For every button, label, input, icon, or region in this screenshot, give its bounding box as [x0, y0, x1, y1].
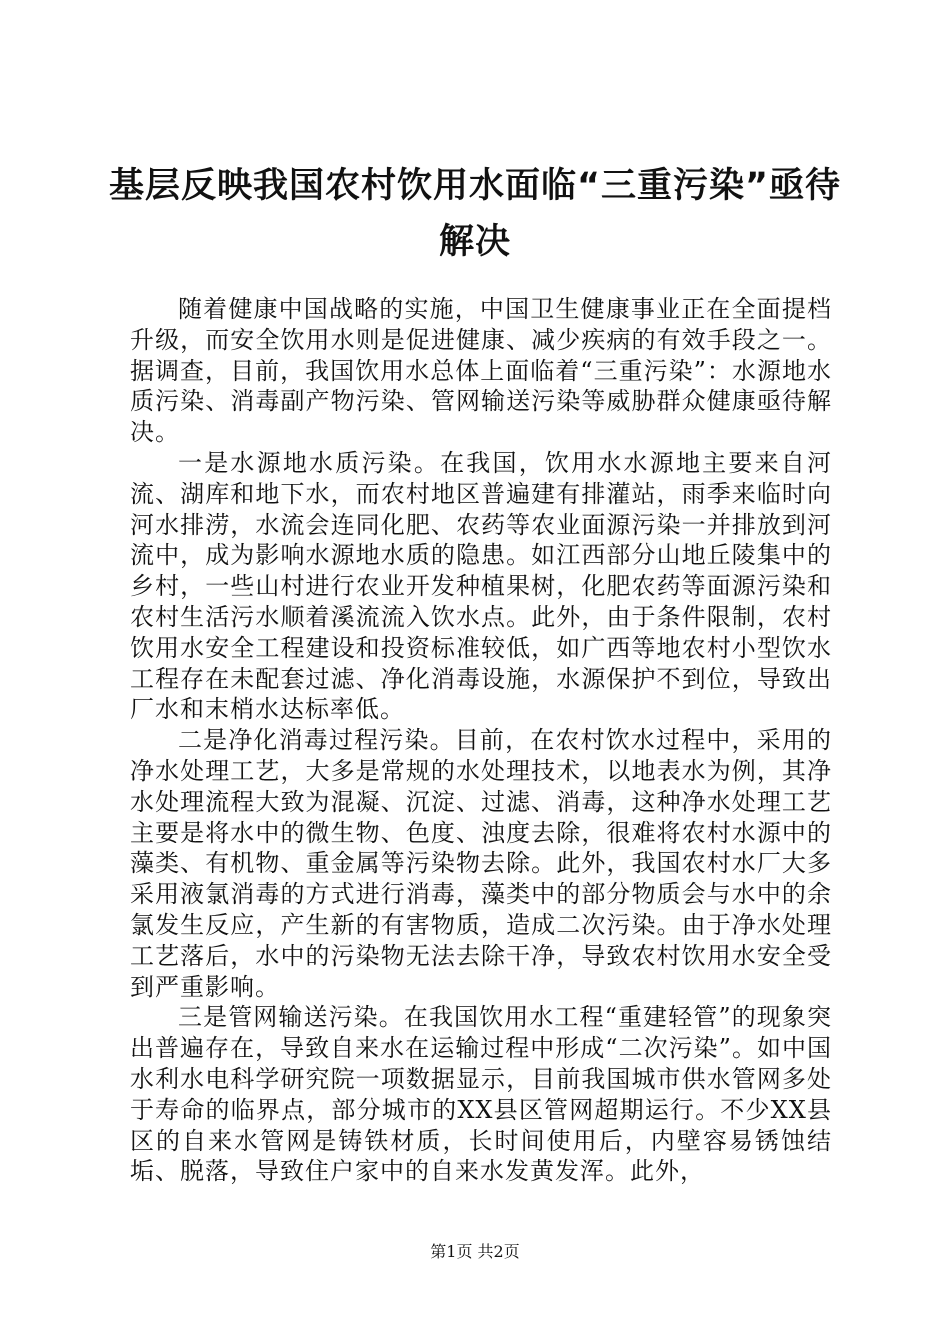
paragraph-intro: 随着健康中国战略的实施，中国卫生健康事业正在全面提档升级，而安全饮用水则是促进健康、减少疾病的有效手段之一。据调查，目前，我国饮用水总体上面临着“三重污染”：水源地水质污染、消毒副产物污染、管网输送污染等威胁群众健康亟待解决。	[130, 295, 832, 447]
document-body	[130, 294, 832, 1187]
paragraph-water-source: 一是水源地水质污染。在我国，饮用水水源地主要来自河流、湖库和地下水，而农村地区普遍建有排灌站，雨季来临时向河水排涝，水流会连同化肥、农药等农业面源污染一并排放到河流中，成为影响水源地水质的隐患。如江西部分山地丘陵集中的乡村，一些山村进行农业开发种植果树，化肥农药等面源污染和农村生活污水顺着溪流流入饮水点。此外，由于条件限制，农村饮用水安全工程建设和投资标准较低，如广西等地农村小型饮水工程存在未配套过滤、净化消毒设施，水源保护不到位，导致出厂水和末梢水达标率低。	[130, 448, 832, 724]
paragraph-disinfection: 二是净化消毒过程污染。目前，在农村饮水过程中，采用的净水处理工艺，大多是常规的水处理技术，以地表水为例，其净水处理流程大致为混凝、沉淀、过滤、消毒，这种净水处理工艺主要是将水中的微生物、色度、浊度去除，很难将农村水源中的藻类、有机物、重金属等污染物去除。此外，我国农村水厂大多采用液氯消毒的方式进行消毒，藻类中的部分物质会与水中的余氯发生反应，产生新的有害物质，造成二次污染。由于净水处理工艺落后，水中的污染物无法去除干净，导致农村饮用水安全受到严重影响。	[130, 726, 832, 1001]
paragraph-pipeline: 三是管网输送污染。在我国饮用水工程“重建轻管”的现象突出普遍存在，导致自来水在运输过程中形成“二次污染”。如中国水利水电科学研究院一项数据显示，目前我国城市供水管网多处于寿命的临界点，部分城市的XX县区管网超期运行。不少XX县区的自来水管网是铸铁材质，长时间使用后，内壁容易锈蚀结垢、脱落，导致住户家中的自来水发黄发浑。此外，	[130, 1003, 832, 1186]
page-number-footer: 第1页 共2页	[430, 1242, 520, 1261]
document-title: 基层反映我国农村饮用水面临“三重污染”亟待解决	[108, 166, 841, 262]
